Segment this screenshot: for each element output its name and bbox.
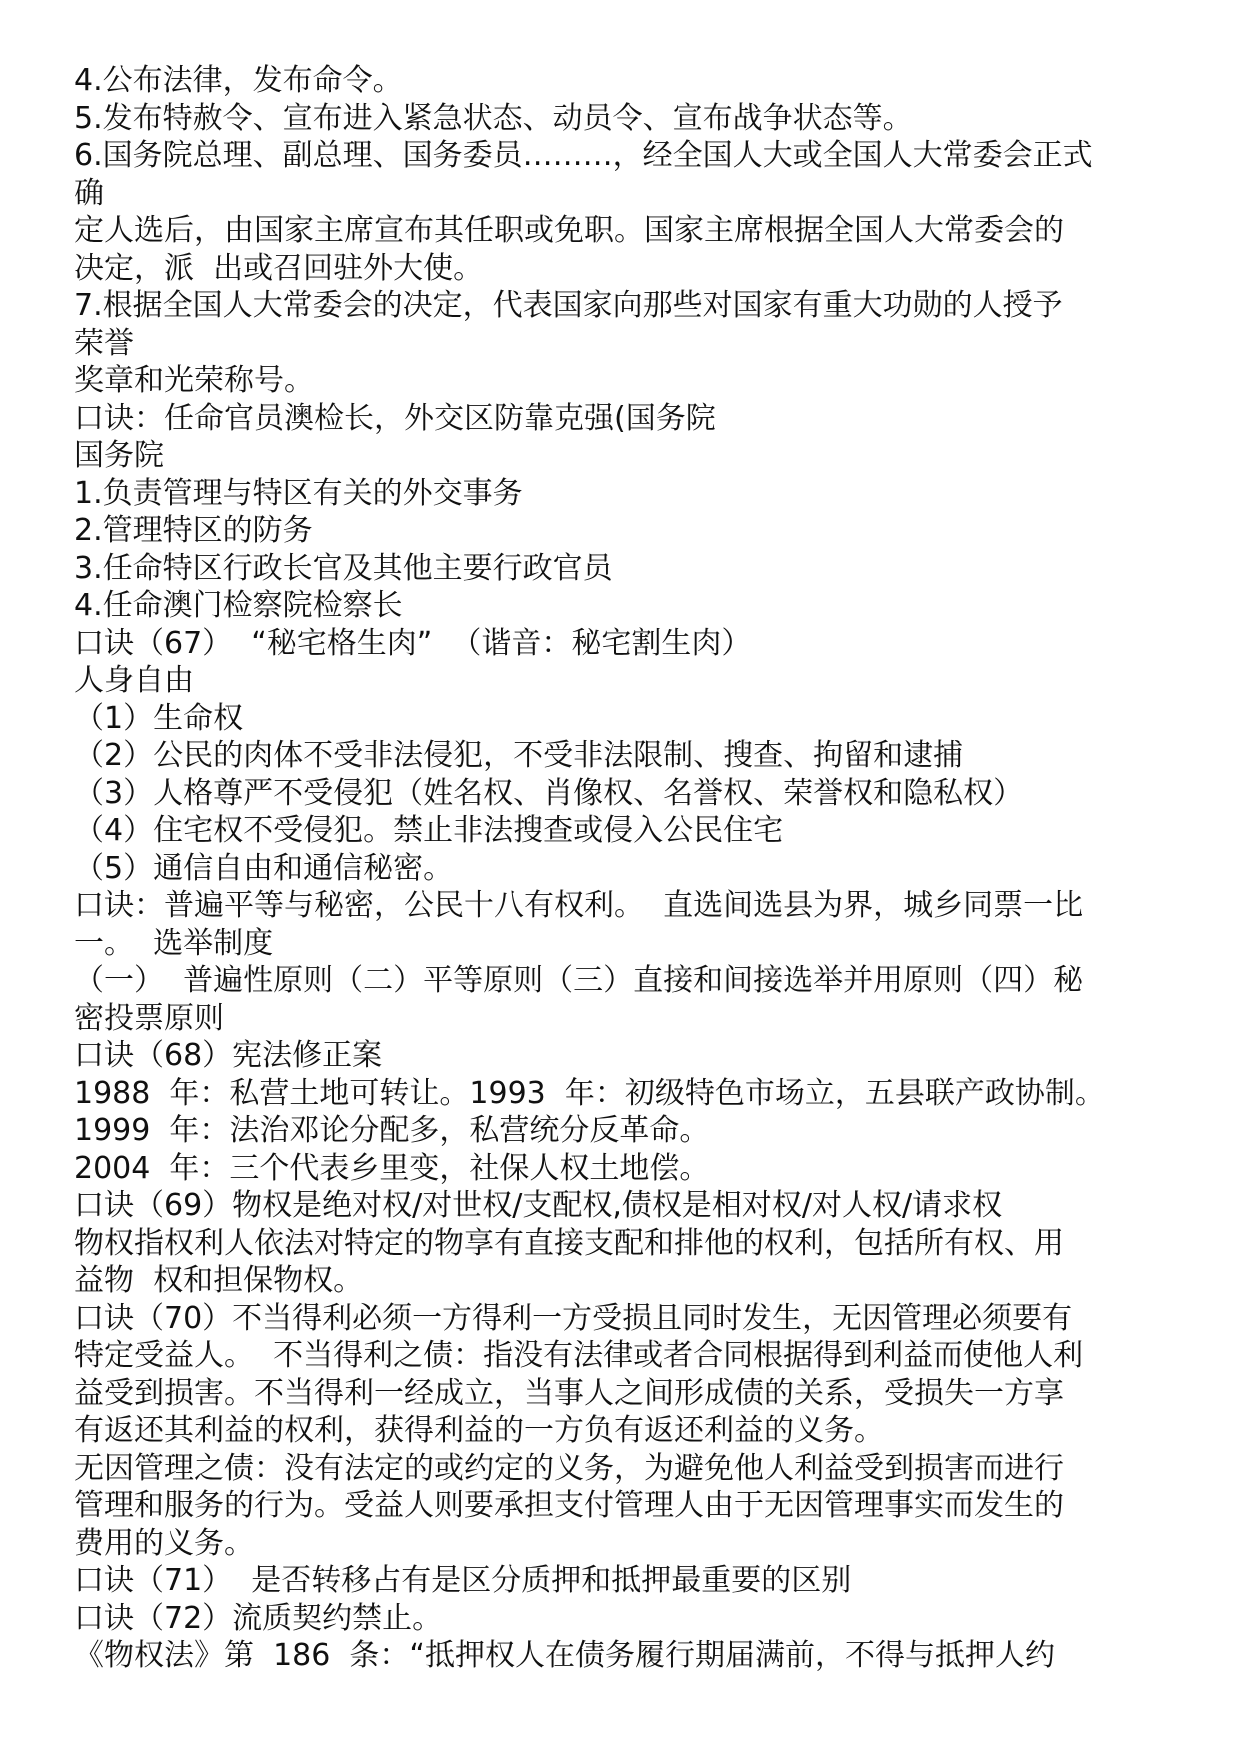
text-line: 有返还其利益的权利，获得利益的一方负有返还利益的义务。 — [74, 1413, 884, 1448]
text-line: 口诀（69）物权是绝对权/对世权/支配权,债权是相对权/对人权/请求权 — [74, 1188, 1003, 1223]
text-line: 口诀（71） 是否转移占有是区分质押和抵押最重要的区别 — [74, 1563, 852, 1598]
text-line: 物权指权利人依法对特定的物享有直接支配和排他的权利，包括所有权、用 — [74, 1225, 1064, 1261]
text-line: 人身自由 — [74, 663, 194, 698]
text-line: （1）生命权 — [74, 700, 244, 736]
text-line: （3）人格尊严不受侵犯（姓名权、肖像权、名誉权、荣誉权和隐私权） — [74, 775, 1024, 811]
text-line: 管理和服务的行为。受益人则要承担支付管理人由于无因管理事实而发生的 — [74, 1488, 1064, 1523]
text-line: 4.任命澳门检察院检察长 — [74, 588, 403, 623]
text-line: 费用的义务。 — [74, 1525, 254, 1561]
text-line: 决定，派 出或召回驻外大使。 — [74, 250, 484, 286]
document-page — [74, 62, 1194, 1675]
text-line: 3.任命特区行政长官及其他主要行政官员 — [74, 550, 613, 586]
text-line: （4）住宅权不受侵犯。禁止非法搜查或侵入公民住宅 — [74, 813, 784, 848]
text-line: 定人选后，由国家主席宣布其任职或免职。国家主席根据全国人大常委会的 — [74, 213, 1064, 248]
text-line: 6.国务院总理、副总理、国务委员………，经全国人大或全国人大常委会正式 — [74, 138, 1093, 173]
text-line: 奖章和光荣称号。 — [74, 363, 314, 398]
text-line: 确 — [74, 175, 104, 211]
text-line: 益受到损害。不当得利一经成立，当事人之间形成债的关系，受损失一方享 — [74, 1375, 1064, 1411]
text-line: （一） 普遍性原则（二）平等原则（三）直接和间接选举并用原则（四）秘 — [74, 963, 1084, 998]
text-line: 口诀（68）宪法修正案 — [74, 1038, 383, 1073]
text-line: 国务院 — [74, 438, 164, 473]
text-line: 口诀：普遍平等与秘密，公民十八有权利。 直选间选县为界，城乡同票一比 — [74, 888, 1084, 923]
text-line: 一。 选举制度 — [74, 925, 274, 961]
text-line: 1.负责管理与特区有关的外交事务 — [74, 475, 523, 511]
text-line: 特定受益人。 不当得利之债：指没有法律或者合同根据得到利益而使他人利 — [74, 1338, 1084, 1373]
text-line: （2）公民的肉体不受非法侵犯，不受非法限制、搜查、拘留和逮捕 — [74, 738, 964, 773]
text-line: 2.管理特区的防务 — [74, 513, 313, 548]
text-line: 4.公布法律，发布命令。 — [74, 63, 403, 98]
text-line: 荣誉 — [74, 325, 134, 361]
text-line: 2004 年：三个代表乡里变，社保人权土地偿。 — [74, 1150, 710, 1186]
text-line: 口诀（70）不当得利必须一方得利一方受损且同时发生，无因管理必须要有 — [74, 1300, 1073, 1336]
text-line: 口诀（72）流质契约禁止。 — [74, 1600, 443, 1636]
text-line: 无因管理之债：没有法定的或约定的义务，为避免他人利益受到损害而进行 — [74, 1450, 1064, 1486]
text-line: 1999 年：法治邓论分配多，私营统分反革命。 — [74, 1113, 710, 1148]
text-line: （5）通信自由和通信秘密。 — [74, 850, 454, 886]
text-line: 7.根据全国人大常委会的决定，代表国家向那些对国家有重大功勋的人授予 — [74, 288, 1063, 323]
text-line: 益物 权和担保物权。 — [74, 1263, 364, 1298]
text-line: 《物权法》第 186 条：“抵押权人在债务履行期届满前，不得与抵押人约 — [74, 1638, 1055, 1673]
text-line: 口诀（67） “秘宅格生肉” （谐音：秘宅割生肉） — [74, 625, 752, 661]
text-line: 5.发布特赦令、宣布进入紧急状态、动员令、宣布战争状态等。 — [74, 100, 913, 136]
text-line: 密投票原则 — [74, 1000, 224, 1036]
text-line: 口诀：任命官员澳检长，外交区防靠克强(国务院 — [74, 400, 716, 436]
text-line: 1988 年：私营土地可转让。1993 年：初级特色市场立，五县联产政协制。 — [74, 1075, 1105, 1111]
